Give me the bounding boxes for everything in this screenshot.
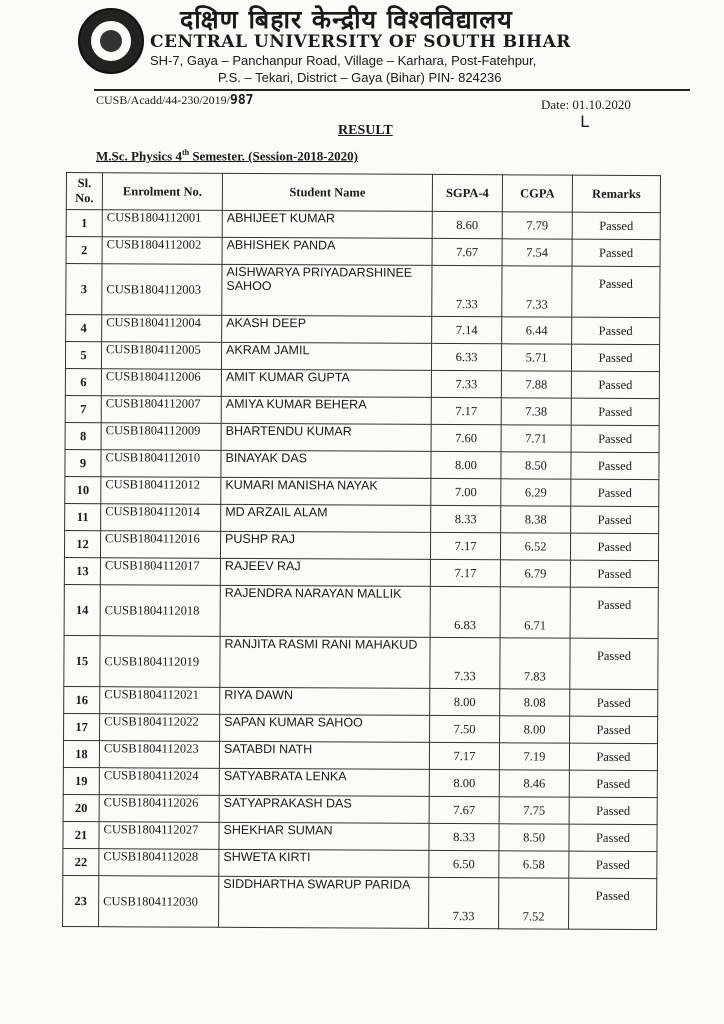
sgpa-cell: 7.33 <box>430 637 500 688</box>
table-row <box>63 848 657 878</box>
student-name-cell: SHEKHAR SUMAN <box>219 822 429 850</box>
sgpa-cell: 7.33 <box>429 877 499 928</box>
sl-cell: 4 <box>66 315 102 342</box>
cgpa-cell: 6.71 <box>500 587 570 638</box>
enrolment-cell: CUSB1804112021 <box>100 687 220 715</box>
enrolment-cell: CUSB1804112014 <box>101 504 221 532</box>
student-name-cell: BHARTENDU KUMAR <box>221 423 431 451</box>
remarks-cell: Passed <box>570 716 658 743</box>
results-table <box>62 172 661 930</box>
enrolment-cell: CUSB1804112017 <box>100 558 220 586</box>
remarks-cell: Passed <box>569 797 657 824</box>
sgpa-cell: 7.60 <box>431 424 501 451</box>
cgpa-cell: 7.88 <box>501 371 571 398</box>
sgpa-cell: 7.67 <box>429 796 499 823</box>
sgpa-cell: 7.67 <box>432 238 502 265</box>
remarks-cell: Passed <box>572 212 660 239</box>
table-row <box>63 821 657 851</box>
cgpa-cell: 8.38 <box>501 506 571 533</box>
sl-cell: 3 <box>66 264 102 315</box>
handwritten-reference: 987 <box>230 93 254 108</box>
table-row <box>65 476 659 506</box>
table-row <box>65 503 659 533</box>
seal-emblem <box>100 30 122 52</box>
student-name-cell: MD ARZAIL ALAM <box>221 504 431 532</box>
sgpa-cell: 7.17 <box>430 532 500 559</box>
subtitle-prefix: M.Sc. Physics 4 <box>96 148 182 164</box>
student-name-cell: AISHWARYA PRIYADARSHINEE SAHOO <box>222 264 432 316</box>
sgpa-cell: 6.50 <box>429 850 499 877</box>
reference-number-text: CUSB/Acadd/44-230/2019/ <box>96 93 230 107</box>
student-name-cell: AMIYA KUMAR BEHERA <box>221 396 431 424</box>
sl-cell: 5 <box>65 342 101 369</box>
enrolment-cell: CUSB1804112022 <box>100 714 220 742</box>
cgpa-cell: 8.50 <box>499 824 569 851</box>
handwritten-mark: L <box>580 112 590 131</box>
enrolment-cell: CUSB1804112027 <box>99 822 219 850</box>
cgpa-cell: 8.00 <box>500 716 570 743</box>
sgpa-cell: 7.17 <box>431 397 501 424</box>
sgpa-cell: 7.17 <box>429 742 499 769</box>
address-line-2: P.S. – Tekari, District – Gaya (Bihar) PIN- 824236 <box>218 70 502 85</box>
enrolment-cell: CUSB1804112001 <box>102 210 222 238</box>
student-name-cell: RIYA DAWN <box>220 687 430 715</box>
cgpa-cell: 8.46 <box>499 770 569 797</box>
sl-cell: 22 <box>63 848 99 875</box>
column-header-cgpa: CGPA <box>502 175 572 212</box>
document-date: Date: 01.10.2020 <box>541 97 631 112</box>
enrolment-cell: CUSB1804112018 <box>100 585 220 637</box>
sgpa-cell: 7.50 <box>430 715 500 742</box>
remarks-cell: Passed <box>572 239 660 266</box>
enrolment-cell: CUSB1804112026 <box>99 795 219 823</box>
address-line-1: SH-7, Gaya – Panchanpur Road, Village – Karhara, Post-Fatehpur, <box>150 53 537 68</box>
cgpa-cell: 6.29 <box>501 479 571 506</box>
cgpa-cell: 7.71 <box>501 425 571 452</box>
student-name-cell: SIDDHARTHA SWARUP PARIDA <box>219 876 429 928</box>
table-row <box>63 875 657 929</box>
student-name-cell: AKRAM JAMIL <box>221 342 431 370</box>
cgpa-cell: 7.54 <box>502 239 572 266</box>
sl-cell: 2 <box>66 237 102 264</box>
enrolment-cell: CUSB1804112006 <box>101 369 221 397</box>
student-name-cell: SAPAN KUMAR SAHOO <box>220 714 430 742</box>
table-row <box>64 713 658 743</box>
table-row <box>64 584 658 638</box>
cgpa-cell: 7.19 <box>499 743 569 770</box>
table-row <box>63 740 657 770</box>
column-header-student-name: Student Name <box>222 173 432 211</box>
table-row <box>65 395 659 425</box>
enrolment-cell: CUSB1804112002 <box>102 237 222 265</box>
student-name-cell: ABHISHEK PANDA <box>222 237 432 265</box>
remarks-cell: Passed <box>571 506 659 533</box>
table-row <box>64 635 658 689</box>
sgpa-cell: 7.33 <box>431 370 501 397</box>
student-name-cell: BINAYAK DAS <box>221 450 431 478</box>
sl-cell: 8 <box>65 422 101 449</box>
programme-subtitle <box>96 148 358 164</box>
table-row <box>64 686 658 716</box>
sgpa-cell: 7.00 <box>431 478 501 505</box>
sl-cell: 18 <box>63 740 99 767</box>
remarks-cell: Passed <box>569 743 657 770</box>
sgpa-cell: 8.00 <box>430 688 500 715</box>
enrolment-cell: CUSB1804112005 <box>101 342 221 370</box>
enrolment-cell: CUSB1804112007 <box>101 396 221 424</box>
cgpa-cell: 7.52 <box>499 878 569 929</box>
table-row <box>65 368 659 398</box>
sl-cell: 12 <box>64 530 100 557</box>
table-row <box>66 237 660 267</box>
column-header-remarks: Remarks <box>572 175 660 212</box>
remarks-cell: Passed <box>571 452 659 479</box>
remarks-cell: Passed <box>569 770 657 797</box>
university-name-hindi: दक्षिण बिहार केन्द्रीय विश्वविद्यालय <box>180 5 513 34</box>
enrolment-cell: CUSB1804112004 <box>102 315 222 343</box>
cgpa-cell: 7.79 <box>502 212 572 239</box>
cgpa-cell: 8.08 <box>500 689 570 716</box>
remarks-cell: Passed <box>570 533 658 560</box>
sgpa-cell: 6.33 <box>431 343 501 370</box>
reference-number <box>96 93 253 108</box>
student-name-cell: ABHIJEET KUMAR <box>222 210 432 238</box>
sl-cell: 10 <box>65 476 101 503</box>
sl-cell: 14 <box>64 584 100 635</box>
sl-cell: 23 <box>63 875 99 926</box>
column-header-sl-no: Sl. No. <box>66 173 102 210</box>
result-heading: RESULT <box>338 123 393 138</box>
cgpa-cell: 7.33 <box>502 266 572 317</box>
enrolment-cell: CUSB1804112009 <box>101 423 221 451</box>
column-header-enrolment: Enrolment No. <box>102 173 222 211</box>
table-row <box>64 557 658 587</box>
remarks-cell: Passed <box>571 371 659 398</box>
cgpa-cell: 6.79 <box>500 560 570 587</box>
sl-cell: 21 <box>63 821 99 848</box>
enrolment-cell: CUSB1804112024 <box>99 768 219 796</box>
results-table-body <box>63 210 661 930</box>
column-header-sgpa: SGPA-4 <box>432 174 502 211</box>
student-name-cell: RANJITA RASMI RANI MAHAKUD <box>220 636 430 688</box>
student-name-cell: KUMARI MANISHA NAYAK <box>221 477 431 505</box>
student-name-cell: SATYABRATA LENKA <box>219 768 429 796</box>
sl-cell: 6 <box>65 368 101 395</box>
sl-cell: 19 <box>63 767 99 794</box>
sgpa-cell: 7.33 <box>432 265 502 316</box>
student-name-cell: PUSHP RAJ <box>220 531 430 559</box>
header-divider <box>94 89 690 91</box>
remarks-cell: Passed <box>572 317 660 344</box>
student-name-cell: SHWETA KIRTI <box>219 849 429 877</box>
remarks-cell: Passed <box>572 266 660 317</box>
enrolment-cell: CUSB1804112019 <box>100 636 220 688</box>
subtitle-suffix: Semester. (Session-2018-2020) <box>189 148 358 164</box>
subtitle-superscript: th <box>181 148 190 157</box>
sgpa-cell: 8.00 <box>431 451 501 478</box>
sl-cell: 16 <box>64 686 100 713</box>
sl-cell: 17 <box>64 713 100 740</box>
sl-cell: 1 <box>66 210 102 237</box>
table-row <box>65 422 659 452</box>
letterhead <box>0 0 724 92</box>
sgpa-cell: 8.33 <box>429 823 499 850</box>
remarks-cell: Passed <box>570 587 658 638</box>
student-name-cell: RAJENDRA NARAYAN MALLIK <box>220 585 430 637</box>
enrolment-cell: CUSB1804112003 <box>102 264 222 316</box>
sgpa-cell: 8.33 <box>431 505 501 532</box>
enrolment-cell: CUSB1804112012 <box>101 477 221 505</box>
remarks-cell: Passed <box>569 878 657 929</box>
cgpa-cell: 7.83 <box>500 638 570 689</box>
table-row <box>66 315 660 345</box>
sgpa-cell: 8.00 <box>429 769 499 796</box>
university-name-english: CENTRAL UNIVERSITY OF SOUTH BIHAR <box>150 32 571 52</box>
remarks-cell: Passed <box>569 851 657 878</box>
sgpa-cell: 6.83 <box>430 586 500 637</box>
sl-cell: 20 <box>63 794 99 821</box>
remarks-cell: Passed <box>570 560 658 587</box>
table-row <box>66 210 660 240</box>
cgpa-cell: 7.38 <box>501 398 571 425</box>
table-row <box>63 794 657 824</box>
enrolment-cell: CUSB1804112023 <box>99 741 219 769</box>
cgpa-cell: 7.75 <box>499 797 569 824</box>
remarks-cell: Passed <box>571 398 659 425</box>
student-name-cell: SATYAPRAKASH DAS <box>219 795 429 823</box>
remarks-cell: Passed <box>571 425 659 452</box>
cgpa-cell: 6.52 <box>500 533 570 560</box>
sgpa-cell: 8.60 <box>432 211 502 238</box>
sl-cell: 9 <box>65 449 101 476</box>
header-row <box>66 173 660 213</box>
student-name-cell: AKASH DEEP <box>222 315 432 343</box>
remarks-cell: Passed <box>571 479 659 506</box>
cgpa-cell: 5.71 <box>501 344 571 371</box>
cgpa-cell: 6.58 <box>499 851 569 878</box>
enrolment-cell: CUSB1804112028 <box>99 849 219 877</box>
sl-cell: 15 <box>64 635 100 686</box>
sl-cell: 11 <box>65 503 101 530</box>
cgpa-cell: 8.50 <box>501 452 571 479</box>
cgpa-cell: 6.44 <box>502 317 572 344</box>
remarks-cell: Passed <box>570 689 658 716</box>
student-name-cell: RAJEEV RAJ <box>220 558 430 586</box>
table-row <box>65 342 659 372</box>
enrolment-cell: CUSB1804112010 <box>101 450 221 478</box>
table-row <box>66 264 660 318</box>
table-row <box>63 767 657 797</box>
enrolment-cell: CUSB1804112016 <box>100 531 220 559</box>
student-name-cell: SATABDI NATH <box>219 741 429 769</box>
sgpa-cell: 7.14 <box>432 316 502 343</box>
sl-cell: 13 <box>64 557 100 584</box>
remarks-cell: Passed <box>570 638 658 689</box>
university-seal-logo <box>78 8 144 74</box>
enrolment-cell: CUSB1804112030 <box>99 876 219 928</box>
remarks-cell: Passed <box>569 824 657 851</box>
sl-cell: 7 <box>65 395 101 422</box>
table-row <box>65 449 659 479</box>
sgpa-cell: 7.17 <box>430 559 500 586</box>
table-row <box>64 530 658 560</box>
remarks-cell: Passed <box>571 344 659 371</box>
results-table-header <box>66 173 660 213</box>
student-name-cell: AMIT KUMAR GUPTA <box>221 369 431 397</box>
